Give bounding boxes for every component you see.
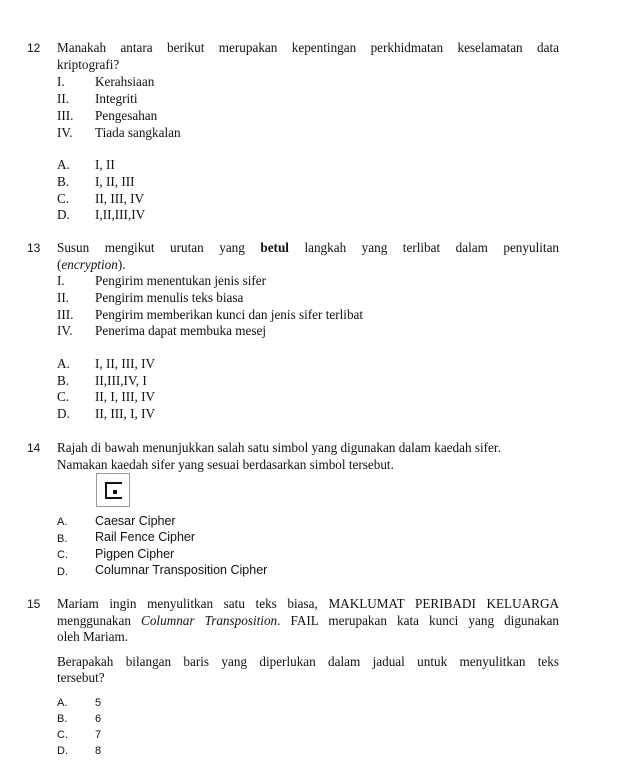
option-d[interactable]: Columnar Transposition Cipher: [95, 563, 268, 577]
option-letter: B.: [57, 174, 70, 189]
option-letter: B.: [57, 373, 70, 388]
roman-numeral: IV.: [57, 125, 73, 140]
question-text: Namakan kaedah sifer yang sesuai berdasarkan simbol tersebut.: [57, 457, 394, 472]
option-b[interactable]: II,III,IV, I: [95, 373, 147, 388]
option-letter: D.: [57, 745, 68, 757]
roman-numeral: I.: [57, 74, 65, 89]
option-d[interactable]: II, III, I, IV: [95, 406, 156, 421]
option-letter: A.: [57, 157, 70, 172]
option-c[interactable]: Pigpen Cipher: [95, 547, 175, 561]
option-letter: C.: [57, 729, 68, 741]
statement-item: Integriti: [95, 91, 138, 106]
option-b[interactable]: Rail Fence Cipher: [95, 530, 196, 544]
roman-numeral: II.: [57, 290, 70, 305]
option-a[interactable]: I, II: [95, 157, 115, 172]
option-c[interactable]: II, III, IV: [95, 191, 145, 206]
question-number: 12: [27, 41, 41, 55]
question-text: oleh Mariam.: [57, 629, 129, 644]
option-c[interactable]: II, I, III, IV: [95, 389, 156, 404]
option-b[interactable]: 6: [95, 713, 102, 725]
option-letter: A.: [57, 356, 70, 371]
roman-numeral: III.: [57, 108, 74, 123]
option-d[interactable]: I,II,III,IV: [95, 207, 146, 222]
option-c[interactable]: 7: [95, 729, 102, 741]
question-text: (encryption).: [57, 257, 126, 272]
question-text: Berapakah bilangan baris yang diperlukan dalam jadual untuk menyulitkan teks: [57, 654, 559, 669]
option-letter: D.: [57, 207, 70, 222]
option-letter: C.: [57, 389, 70, 404]
option-letter: B.: [57, 713, 68, 725]
option-letter: D.: [57, 406, 70, 421]
question-text: menggunakan Columnar Transposition. FAIL merupakan kata kunci yang digunakan: [57, 613, 560, 628]
question-text: Manakah antara berikut merupakan kepentingan perkhidmatan keselamatan data: [57, 40, 559, 55]
question-number: 14: [27, 441, 41, 455]
option-a[interactable]: Caesar Cipher: [95, 514, 176, 528]
question-text: kriptografi?: [57, 57, 120, 72]
option-d[interactable]: 8: [95, 745, 102, 757]
roman-numeral: II.: [57, 91, 70, 106]
roman-numeral: III.: [57, 307, 74, 322]
roman-numeral: I.: [57, 273, 65, 288]
statement-item: Pengirim menulis teks biasa: [95, 290, 244, 305]
option-letter: D.: [57, 566, 68, 578]
pigpen-symbol-figure: [96, 473, 130, 507]
option-b[interactable]: I, II, III: [95, 174, 135, 189]
question-number: 15: [27, 597, 41, 611]
statement-item: Pengirim memberikan kunci dan jenis sifer terlibat: [95, 307, 364, 322]
option-letter: C.: [57, 549, 68, 561]
option-letter: B.: [57, 533, 68, 545]
option-a[interactable]: 5: [95, 697, 102, 709]
question-text: tersebut?: [57, 670, 105, 685]
question-text: Susun mengikut urutan yang betul langkah yang terlibat dalam penyulitan: [57, 240, 560, 255]
statement-item: Pengirim menentukan jenis sifer: [95, 273, 267, 288]
question-text: Mariam ingin menyulitkan satu teks biasa, MAKLUMAT PERIBADI KELUARGA: [57, 596, 559, 611]
option-a[interactable]: I, II, III, IV: [95, 356, 156, 371]
roman-numeral: IV.: [57, 323, 73, 338]
option-letter: C.: [57, 191, 70, 206]
question-number: 13: [27, 241, 41, 255]
statement-item: Tiada sangkalan: [95, 125, 181, 140]
option-letter: A.: [57, 697, 68, 709]
statement-item: Penerima dapat membuka mesej: [95, 323, 267, 338]
pigpen-symbol-dot: [113, 490, 117, 494]
statement-item: Pengesahan: [95, 108, 158, 123]
question-text: Rajah di bawah menunjukkan salah satu simbol yang digunakan dalam kaedah sifer.: [57, 440, 501, 455]
statement-item: Kerahsiaan: [95, 74, 155, 89]
option-letter: A.: [57, 516, 68, 528]
